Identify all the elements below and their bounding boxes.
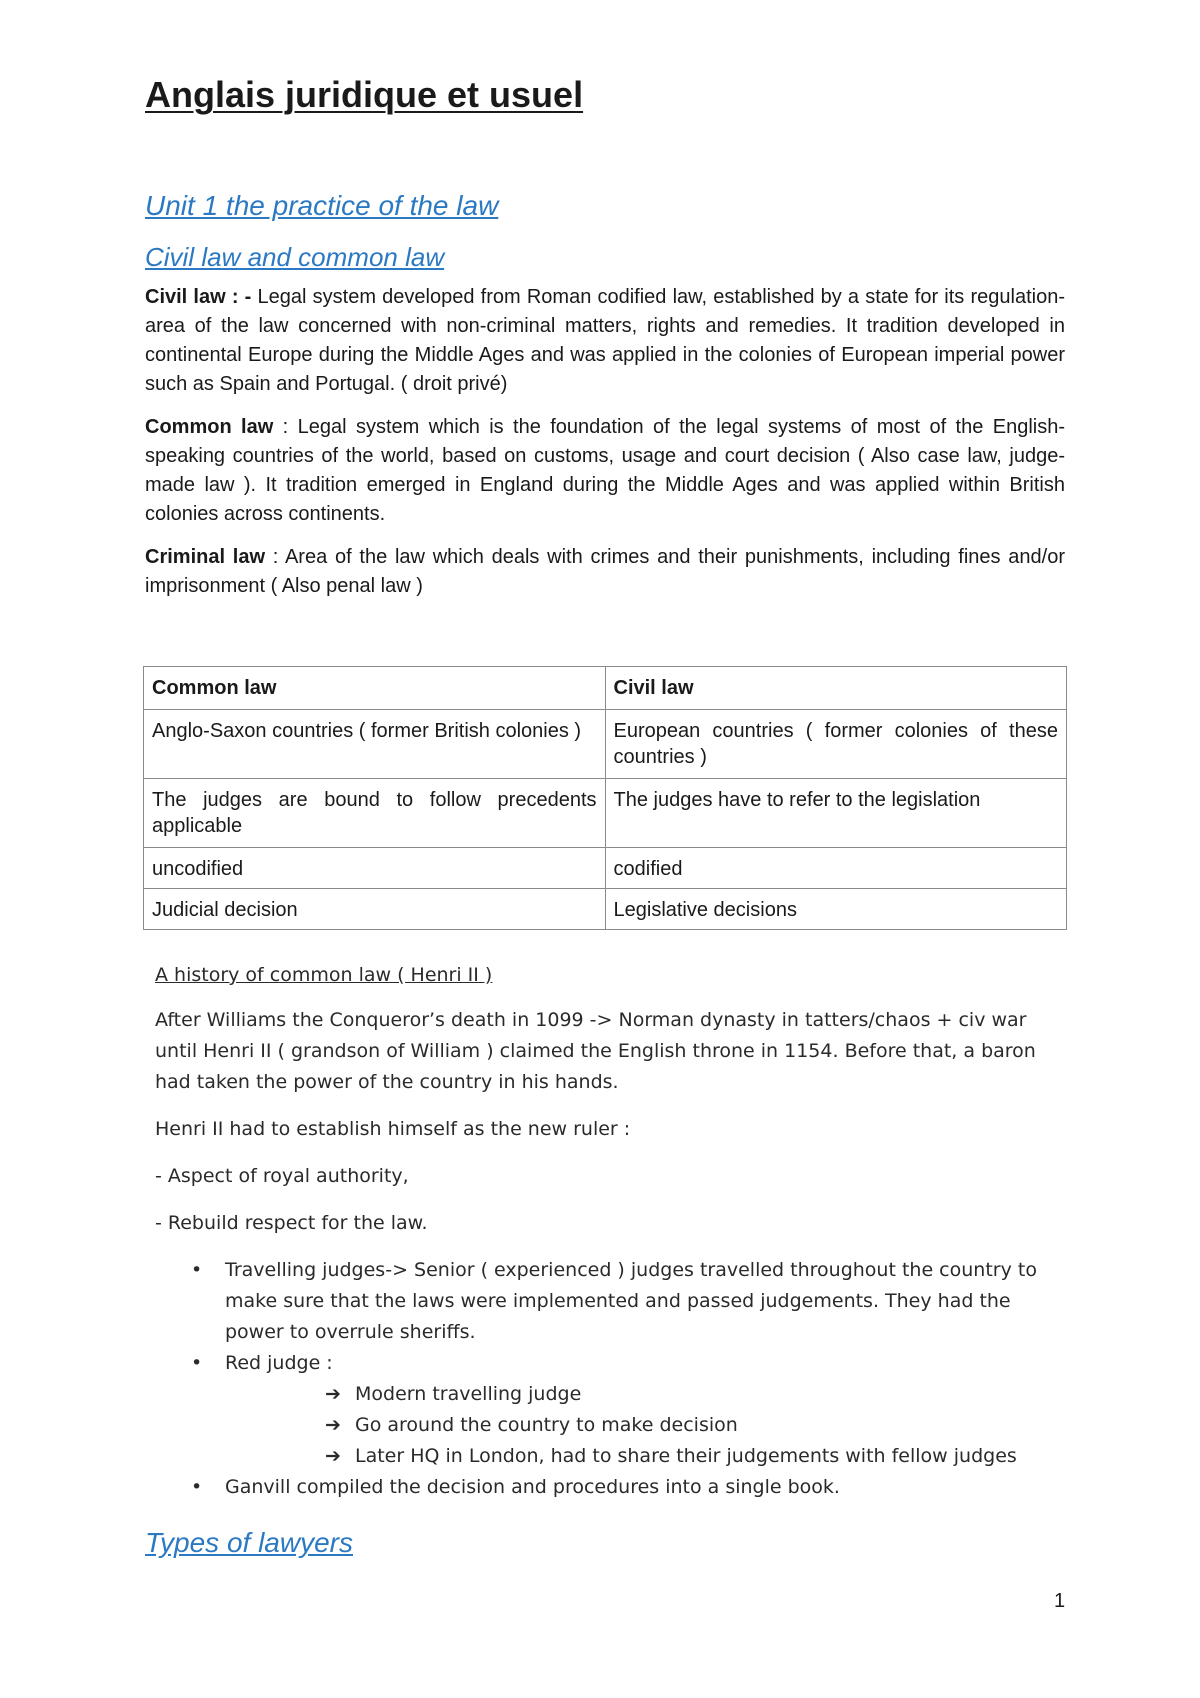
table-cell: Legislative decisions <box>605 889 1067 930</box>
list-item <box>155 1472 1045 1503</box>
arrow-item-text: Go around the country to make decision <box>355 1414 738 1436</box>
table-cell: The judges have to refer to the legislation <box>605 779 1067 848</box>
table-cell: uncodified <box>144 848 606 889</box>
bullet-icon: • <box>191 1259 203 1281</box>
table-cell: Judicial decision <box>144 889 606 930</box>
history-bullet-list <box>155 1255 1045 1503</box>
comparison-table <box>143 666 1067 930</box>
document-title: Anglais juridique et usuel <box>145 74 584 115</box>
arrow-item <box>155 1410 1045 1441</box>
history-dash-item: - Rebuild respect for the law. <box>155 1212 428 1234</box>
definition-text: : Area of the law which deals with crimes and their punishments, including fines and/or imprisonment ( Also penal law ) <box>145 546 1066 597</box>
list-item <box>155 1255 1045 1348</box>
list-item-text: Ganvill compiled the decision and procedures into a single book. <box>225 1476 840 1498</box>
bullet-icon: • <box>191 1352 203 1374</box>
arrow-item-text: Later HQ in London, had to share their judgements with fellow judges <box>355 1445 1017 1467</box>
table-header-cell: Common law <box>144 667 606 710</box>
bullet-icon: • <box>191 1476 203 1498</box>
history-title: A history of common law ( Henri II ) <box>155 964 493 986</box>
table-cell: The judges are bound to follow precedents applicable <box>144 779 606 848</box>
table-row <box>144 779 1067 848</box>
definition-common-law <box>145 413 1065 529</box>
table-row <box>144 710 1067 779</box>
definition-text: : Legal system which is the foundation of the legal systems of most of the English-speaking countries of the world, based on customs, usage and court decision ( Also case law, judge-made law ). It tradition emerged in England during the Middle Ages and was applied within British colonies across continents. <box>145 416 1066 525</box>
arrow-right-icon: ➔ <box>325 1414 341 1436</box>
definitions <box>145 283 1065 615</box>
history-paragraph: Henri II had to establish himself as the new ruler : <box>155 1118 631 1140</box>
definition-civil-law <box>145 283 1065 399</box>
history-section <box>155 960 1045 1503</box>
list-item <box>155 1348 1045 1472</box>
list-item-text: Travelling judges-> Senior ( experienced ) judges travelled throughout the country to make sure that the laws were implemented and passed judgements. They had the power to overrule sheriffs. <box>225 1259 1037 1343</box>
table-cell: codified <box>605 848 1067 889</box>
table-cell: European countries ( former colonies of these countries ) <box>605 710 1067 779</box>
arrow-right-icon: ➔ <box>325 1445 341 1467</box>
history-paragraph: After Williams the Conqueror’s death in 1099 -> Norman dynasty in tatters/chaos + civ war until Henri II ( grandson of William ) claimed the English throne in 1154. Before that, a baron had taken the power of the country in his hands. <box>155 1009 1036 1093</box>
arrow-item-text: Modern travelling judge <box>355 1383 582 1405</box>
table-header-cell: Civil law <box>605 667 1067 710</box>
definition-term: Criminal law <box>145 546 266 568</box>
arrow-sublist <box>155 1379 1045 1472</box>
section-heading: Civil law and common law <box>145 242 445 272</box>
lawyers-heading: Types of lawyers <box>145 1527 353 1558</box>
list-item-text: Red judge : <box>225 1352 333 1374</box>
definition-term: Civil law : - <box>145 286 252 308</box>
unit-heading: Unit 1 the practice of the law <box>145 190 499 221</box>
definition-term: Common law <box>145 416 274 438</box>
table-row <box>144 848 1067 889</box>
table-row <box>144 889 1067 930</box>
arrow-item <box>155 1441 1045 1472</box>
definition-text: Legal system developed from Roman codified law, established by a state for its regulation-area of the law concerned with non-criminal matters, rights and remedies. It tradition developed in continental Europe during the Middle Ages and was applied in the colonies of European imperial power such as Spain and Portugal. ( droit privé) <box>145 286 1065 395</box>
page-number: 1 <box>1054 1590 1066 1612</box>
arrow-item <box>155 1379 1045 1410</box>
history-dash-item: - Aspect of royal authority, <box>155 1165 409 1187</box>
arrow-right-icon: ➔ <box>325 1383 341 1405</box>
table-cell: Anglo-Saxon countries ( former British colonies ) <box>144 710 606 779</box>
definition-criminal-law <box>145 543 1065 601</box>
table-header-row <box>144 667 1067 710</box>
